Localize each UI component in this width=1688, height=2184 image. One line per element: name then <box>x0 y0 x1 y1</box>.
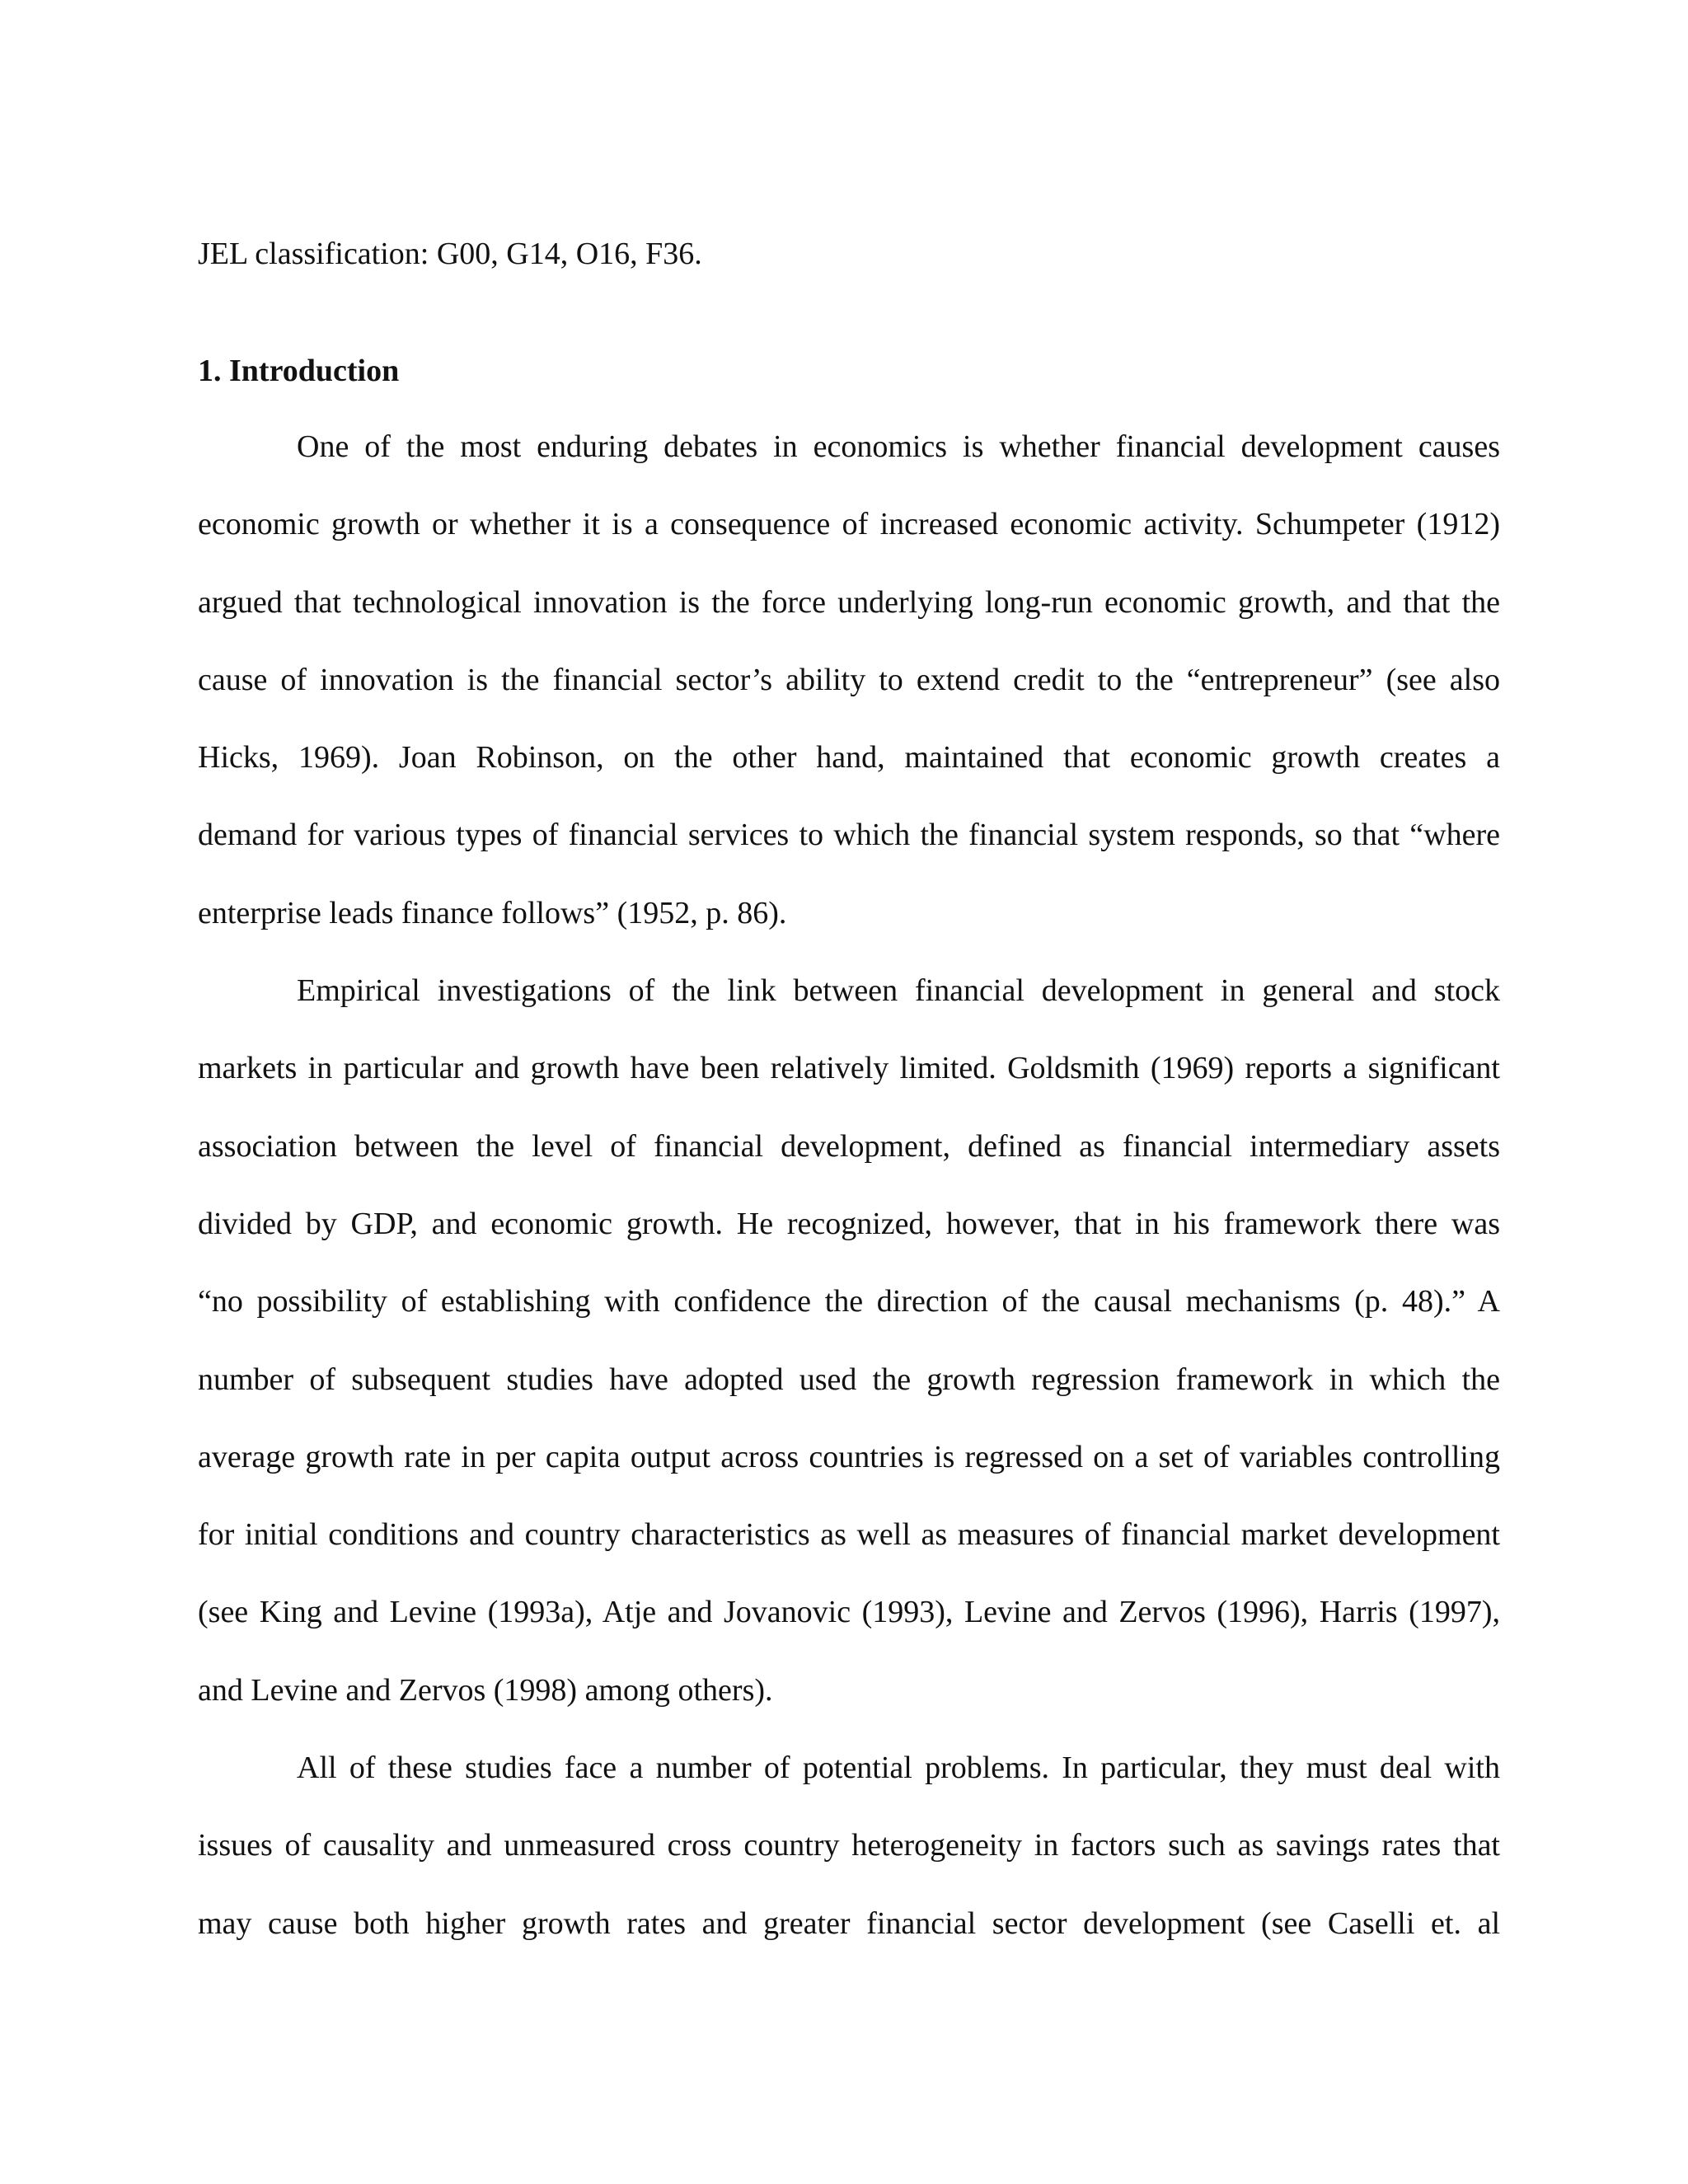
text-line: Empirical investigations of the link between financial development in general and stock <box>297 973 1500 1009</box>
text-line: enterprise leads finance follows” (1952, p. 86). <box>198 895 787 930</box>
text-line: economic growth or whether it is a consequence of increased economic activity. Schumpeter (1912) <box>198 507 1500 542</box>
text-line: association between the level of financial development, defined as financial intermediary assets <box>198 1128 1500 1164</box>
paragraph-3 <box>198 1748 1500 1981</box>
introduction-body <box>198 427 1500 1981</box>
text-line: number of subsequent studies have adopted used the growth regression framework in which the <box>198 1361 1500 1397</box>
text-line: average growth rate in per capita output across countries is regressed on a set of variables controlling <box>198 1439 1500 1474</box>
paragraph-1 <box>198 427 1500 971</box>
text-line: may cause both higher growth rates and greater financial sector development (see Caselli et. al <box>198 1905 1500 1941</box>
paragraph-2 <box>198 971 1500 1748</box>
text-line: demand for various types of financial services to which the financial system responds, so that “where <box>198 818 1500 853</box>
text-line: Hicks, 1969). Joan Robinson, on the other hand, maintained that economic growth creates a <box>198 740 1500 776</box>
text-line: and Levine and Zervos (1998) among others). <box>198 1672 773 1708</box>
text-line: for initial conditions and country characteristics as well as measures of financial market development <box>198 1517 1500 1553</box>
text-line: cause of innovation is the financial sector’s ability to extend credit to the “entrepreneur” (see also <box>198 662 1500 697</box>
text-line: All of these studies face a number of potential problems. In particular, they must deal with <box>297 1750 1500 1786</box>
text-line: (see King and Levine (1993a), Atje and Jovanovic (1993), Levine and Zervos (1996), Harris (1997), <box>198 1595 1500 1630</box>
text-line: issues of causality and unmeasured cross country heterogeneity in factors such as savings rates that <box>198 1828 1500 1863</box>
text-line: One of the most enduring debates in economics is whether financial development causes <box>297 429 1500 464</box>
section-heading-introduction: 1. Introduction <box>198 354 400 388</box>
text-line: divided by GDP, and economic growth. He recognized, however, that in his framework there was <box>198 1206 1500 1241</box>
text-line: argued that technological innovation is the force underlying long-run economic growth, and that the <box>198 584 1500 620</box>
text-line: “no possibility of establishing with confidence the direction of the causal mechanisms (p. 48).” A <box>198 1284 1500 1319</box>
text-line: markets in particular and growth have been relatively limited. Goldsmith (1969) reports a significant <box>198 1051 1500 1086</box>
jel-classification: JEL classification: G00, G14, O16, F36. <box>198 237 702 271</box>
